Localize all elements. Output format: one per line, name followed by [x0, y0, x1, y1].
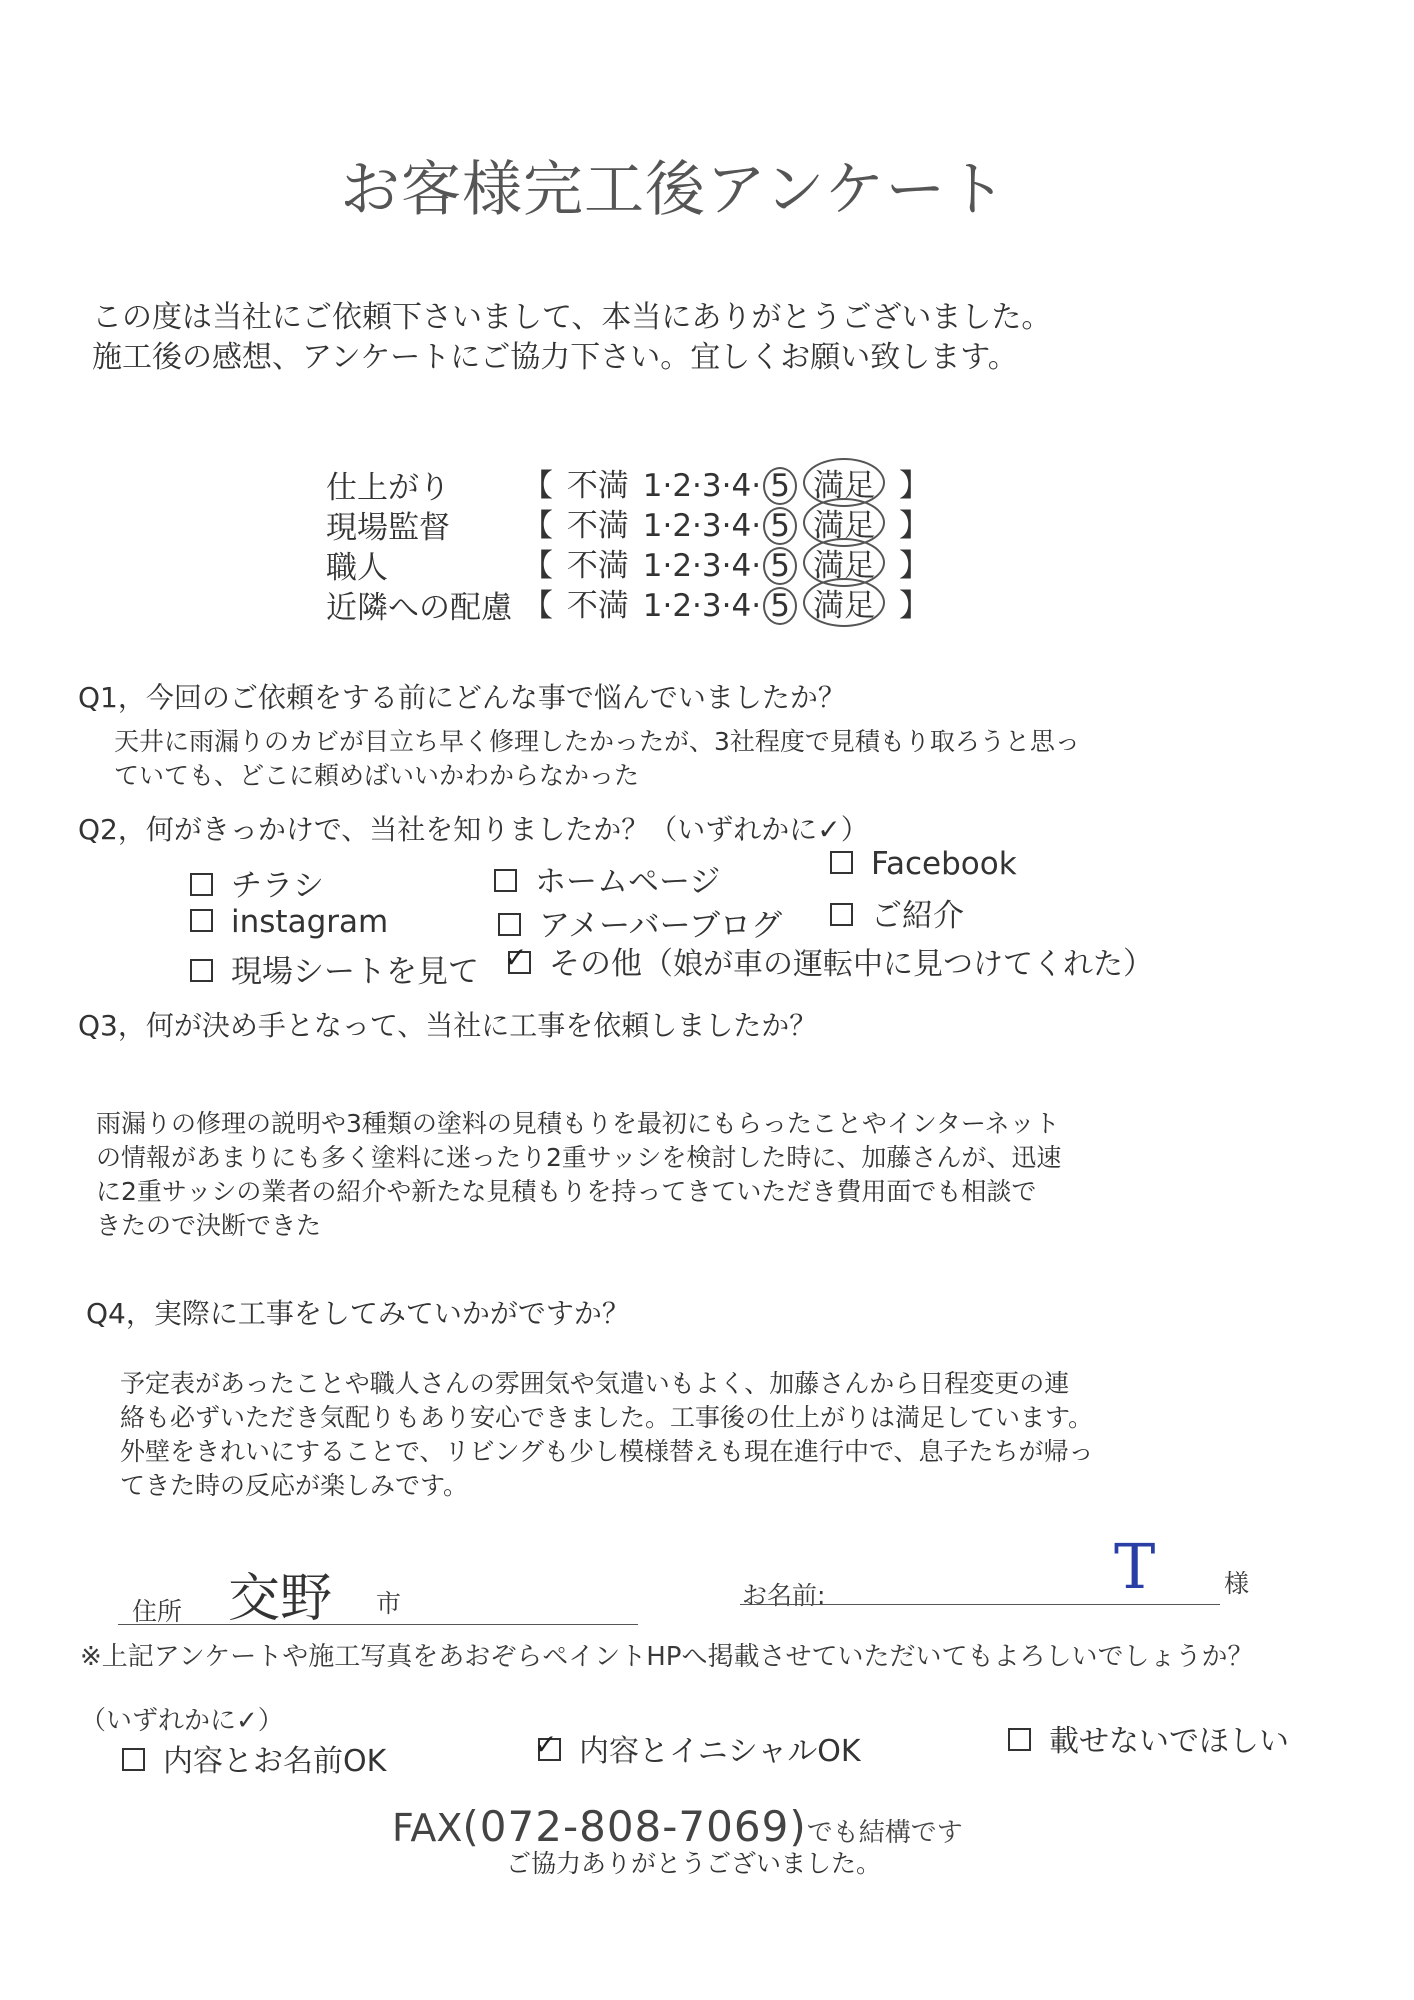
scale-2: 2: [672, 468, 693, 504]
option-label: ご紹介: [871, 898, 964, 934]
publish-option-content-and-initials[interactable]: [538, 1726, 861, 1770]
option-label: チラシ: [231, 868, 324, 904]
rating-label-craftsman: 職人: [326, 550, 388, 586]
option-homepage[interactable]: [494, 856, 720, 901]
scale-2: 2: [672, 508, 693, 544]
checkbox[interactable]: [830, 903, 853, 926]
rating-label-neighbors: 近隣への配慮: [326, 590, 512, 626]
q3-answer-line-3: に2重サッシの業者の紹介や新たな見積もりを持ってきていただき費用面でも相談で: [96, 1177, 1037, 1206]
other-text-handwritten: 娘が車の運転中に見つけてくれた: [673, 947, 1123, 982]
q3-answer-line-4: きたので決断できた: [96, 1211, 322, 1240]
q1-answer-line-2: ていても、どこに頼めばいいかわからなかった: [114, 761, 640, 790]
option-instagram[interactable]: [190, 904, 388, 940]
paren-open: （: [642, 946, 673, 982]
scale-low-label: 不満: [566, 588, 629, 624]
scale-low-label: 不満: [566, 548, 629, 584]
bracket-open: 【: [522, 588, 567, 624]
page-title: お客様完工後アンケート: [340, 155, 1008, 225]
option-label: instagram: [231, 904, 389, 940]
address-value-handwritten[interactable]: 交野: [228, 1569, 333, 1629]
checkbox[interactable]: [190, 959, 213, 982]
scale-1: 1: [642, 588, 663, 624]
scale-high-label: 満足: [803, 538, 885, 587]
scale-high-label: 満足: [803, 578, 885, 627]
paren-close: ）: [1123, 946, 1154, 982]
q4-question: Q4，実際に工事をしてみていかがですか？: [86, 1297, 630, 1330]
bracket-open: 【: [522, 548, 567, 584]
q4-answer-line-4: てきた時の反応が楽しみです。: [120, 1471, 469, 1500]
intro-line-1: この度は当社にご依頼下さいまして、本当にありがとうございました。: [92, 300, 1052, 335]
intro-line-2: 施工後の感想、アンケートにご協力下さい。宜しくお願い致します。: [92, 340, 1018, 375]
address-suffix: 市: [376, 1589, 402, 1618]
publish-instruction: （いずれかに✓）: [80, 1706, 284, 1736]
scale-high-label: 満足: [803, 498, 885, 547]
rating-label-supervisor: 現場監督: [326, 510, 450, 546]
q3-answer-line-1: 雨漏りの修理の説明や3種類の塗料の見積もりを最初にもらったことやインターネット: [96, 1109, 1060, 1138]
rating-scale-neighbors[interactable]: 【 不満 1·2·3·4· 5 満足 】: [522, 578, 930, 627]
fax-prefix: FAX: [392, 1806, 463, 1850]
fax-suffix: でも結構です: [806, 1818, 963, 1848]
option-label: 内容とお名前OK: [163, 1744, 387, 1779]
q2-question: Q2，何がきっかけで、当社を知りましたか？（いずれかに✓）: [78, 813, 869, 846]
rating-scale-finish[interactable]: 【 不満 1·2·3·4· 5 満足 】: [522, 458, 930, 507]
checkbox[interactable]: [190, 909, 213, 932]
option-site-sheet[interactable]: [190, 946, 479, 991]
scale-3: 3: [701, 508, 722, 544]
name-underline: [740, 1604, 1220, 1605]
checkbox-checked[interactable]: [508, 951, 531, 974]
bracket-close: 】: [898, 548, 930, 584]
rating-scale-supervisor[interactable]: 【 不満 1·2·3·4· 5 満足 】: [522, 498, 930, 547]
selected-rating: 5: [763, 507, 797, 545]
q1-answer-line-1: 天井に雨漏りのカビが目立ち早く修理したかったが、3社程度で見積もり取ろうと思っ: [114, 727, 1080, 756]
checkbox[interactable]: [494, 869, 517, 892]
checkbox[interactable]: [190, 873, 213, 896]
scale-4: 4: [731, 548, 752, 584]
q3-answer-line-2: の情報があまりにも多く塗料に迷ったり2重サッシを検討した時に、加藤さんが、迅速: [96, 1143, 1062, 1172]
scale-1: 1: [642, 468, 663, 504]
option-label: 現場シートを見て: [231, 954, 479, 990]
option-flyer[interactable]: [190, 860, 324, 905]
rating-label-finish: 仕上がり: [326, 470, 450, 506]
scale-1: 1: [642, 548, 663, 584]
q3-question: Q3，何が決め手となって、当社に工事を依頼しましたか？: [78, 1009, 818, 1042]
bracket-open: 【: [522, 508, 567, 544]
scale-4: 4: [731, 508, 752, 544]
name-value-handwritten[interactable]: T: [1114, 1530, 1156, 1603]
checkbox[interactable]: [1008, 1728, 1031, 1751]
bracket-open: 【: [522, 468, 567, 504]
fax-number: (072-808-7069): [462, 1802, 807, 1851]
address-underline: [118, 1624, 638, 1625]
q1-question: Q1，今回のご依頼をする前にどんな事で悩んでいましたか？: [78, 681, 846, 714]
checkbox-checked[interactable]: [538, 1738, 561, 1761]
publish-option-content-and-name[interactable]: [122, 1736, 386, 1780]
scale-2: 2: [672, 548, 693, 584]
checkbox[interactable]: [830, 851, 853, 874]
selected-rating: 5: [763, 467, 797, 505]
option-label: その他: [549, 946, 642, 982]
option-label: 内容とイニシャルOK: [579, 1734, 861, 1769]
bracket-close: 】: [898, 508, 930, 544]
q4-answer-line-1: 予定表があったことや職人さんの雰囲気や気遣いもよく、加藤さんから日程変更の連: [120, 1369, 1070, 1398]
selected-rating: 5: [763, 587, 797, 625]
scale-high-label: 満足: [803, 458, 885, 507]
name-suffix: 様: [1224, 1569, 1250, 1598]
selected-rating: 5: [763, 547, 797, 585]
scale-4: 4: [731, 588, 752, 624]
option-label: Facebook: [871, 846, 1017, 882]
name-label: お名前:: [742, 1581, 826, 1610]
scale-1: 1: [642, 508, 663, 544]
option-facebook[interactable]: [830, 846, 1017, 882]
scale-3: 3: [701, 588, 722, 624]
publish-question: ※上記アンケートや施工写真をあおぞらペイントHPへ掲載させていただいてもよろしいでしょうか？: [80, 1642, 1254, 1672]
option-referral[interactable]: [830, 890, 964, 935]
checkbox[interactable]: [122, 1748, 145, 1771]
scale-3: 3: [701, 468, 722, 504]
publish-option-do-not-publish[interactable]: [1008, 1716, 1289, 1760]
rating-scale-craftsman[interactable]: 【 不満 1·2·3·4· 5 満足 】: [522, 538, 930, 587]
address-label: 住所: [132, 1597, 183, 1626]
option-label: アメーバーブログ: [539, 908, 783, 944]
option-label: 載せないでほしい: [1049, 1724, 1289, 1759]
scale-low-label: 不満: [566, 508, 629, 544]
scale-4: 4: [731, 468, 752, 504]
bracket-close: 】: [898, 588, 930, 624]
option-label: ホームページ: [535, 864, 721, 900]
thanks-message: ご協力ありがとうございました。: [506, 1849, 882, 1878]
scale-2: 2: [672, 588, 693, 624]
bracket-close: 】: [898, 468, 930, 504]
option-other[interactable]: [508, 938, 1154, 983]
scale-3: 3: [701, 548, 722, 584]
q4-answer-line-2: 絡も必ずいただき気配りもあり安心できました。工事後の仕上がりは満足しています。: [120, 1403, 1094, 1432]
checkbox[interactable]: [498, 913, 521, 936]
scale-low-label: 不満: [566, 468, 629, 504]
q4-answer-line-3: 外壁をきれいにすることで、リビングも少し模様替えも現在進行中で、息子たちが帰っ: [120, 1437, 1094, 1466]
